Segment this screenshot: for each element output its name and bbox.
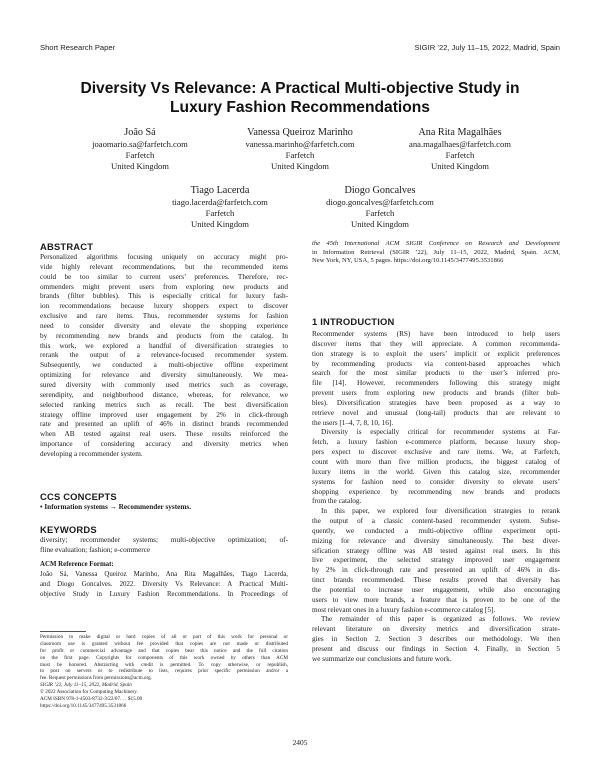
abstract-text: [40, 253, 288, 460]
text-line: classroom use is granted without fee provided that copies are not made or distributed: [40, 640, 288, 647]
text-line: relevant literature on diversity metrics and diversification strate-: [312, 625, 560, 634]
text-line: in Information Retrieval (SIGIR ’22), July 11–15, 2022, Madrid, Spain. ACM,: [312, 248, 560, 256]
author-country: United Kingdom: [430, 161, 489, 171]
footnote-rule: [40, 631, 86, 632]
text-line: sured diversity with commonly used metrics such as coverage,: [40, 380, 288, 389]
text-line: rate and presented an uplift of 46% in distinct brands recommended: [40, 420, 288, 429]
text-line: quently, we conducted a multi-objective offline experiment opti-: [312, 526, 560, 535]
introduction-heading: 1 INTRODUCTION: [312, 316, 395, 327]
text-line: most relevant ones in a luxury fashion e-commerce catalog [5].: [312, 605, 496, 614]
author-org: Farfetch: [365, 208, 395, 218]
ccs-concepts: [40, 503, 288, 513]
text-line: Permission to make digital or hard copies of all or part of this work for personal or: [40, 634, 288, 640]
text-line: when AB tested against real users. These results reinforced the: [40, 430, 288, 439]
text-line: by 2% in click-through rate and presented an uplift of 46% in dis-: [312, 566, 560, 575]
author-org: Farfetch: [285, 150, 315, 160]
text-line: © 2022 Association for Computing Machinery.: [40, 689, 138, 696]
text-line: optimizing for relevance and diversity simultaneously. We mea-: [40, 371, 288, 380]
text-line: pers expect to discover exclusive and rare items. We, at Farfetch,: [312, 448, 560, 457]
author-email: joaomario.sa@farfetch.com: [92, 139, 188, 149]
text-line: ion recommendations because luxury shoppers expect to discover: [40, 302, 288, 311]
text-line: rerank the output of a relevance-focused recommender system.: [40, 351, 288, 360]
text-line: fee. Request permissions from permissions@acm.org.: [40, 675, 153, 682]
text-line: exclusive and rare items. Thus, recommender systems for fashion: [40, 312, 288, 321]
text-line: The remainder of this paper is organized as follows. We review: [321, 615, 560, 624]
text-line: live experiment, the selected strategy improved user engagement: [312, 556, 560, 565]
text-line: retrieve novel and unusual (long-tail) products that are relevant to: [312, 408, 560, 417]
text-line: need to consider diversity and elevate the shopping experience: [40, 321, 288, 330]
text-line: to post on servers or to redistribute to lists, requires prior specific permission and/or a: [40, 668, 288, 675]
text-line: In this paper, we explored four diversification strategies to rerank: [321, 507, 560, 516]
author-country: United Kingdom: [110, 161, 169, 171]
author-name: Tiago Lacerda: [190, 185, 250, 196]
text-line: users to view more brands, a feature that is proven to be one of the: [312, 595, 560, 604]
author-email: tiago.lacerda@farfetch.com: [172, 197, 268, 207]
text-line: on the first page. Copyrights for components of this work owned by others than ACM: [40, 654, 288, 661]
text-line: sification strategy offline was AB tested against real users. In this: [312, 546, 560, 555]
author-country: United Kingdom: [270, 161, 329, 171]
paper-title-line-1: Diversity Vs Relevance: A Practical Multi-objective Study in: [80, 80, 520, 97]
text-line: this work, we explored a handful of diversification strategies to: [40, 341, 288, 350]
author-email: vanessa.marinho@farfetch.com: [245, 139, 355, 149]
text-line: the users [1–4, 7, 8, 10, 16].: [312, 418, 394, 427]
page-number: 2405: [292, 738, 308, 747]
text-line: tinct brands recommended. These results proved that diversity has: [312, 576, 560, 585]
author-block: [60, 127, 220, 172]
text-line: and Diogo Goncalves. 2022. Diversity Vs Relevance: A Practical Multi-: [40, 580, 288, 588]
acm-reference-label: [40, 560, 288, 570]
author-country: United Kingdom: [350, 219, 409, 229]
acm-reference-text: [40, 570, 288, 600]
text-line: developing a recommender system.: [40, 449, 143, 458]
author-email: ana.magalhaes@farfetch.com: [409, 139, 511, 149]
text-line: brands (filter bubbles). This is especially critical for luxury fash-: [40, 292, 288, 301]
text-line: Personalized algorithms focusing uniquely on accuracy might pro-: [40, 253, 288, 261]
text-line: by recommending products via content-based approaches which: [312, 359, 560, 368]
text-line: Recommender systems (RS) have been introduced to help users: [312, 330, 560, 338]
running-header-left: Short Research Paper: [40, 43, 116, 52]
text-line: fetch, a luxury fashion e-commerce platform, because luxury shop-: [312, 438, 560, 447]
author-block: [300, 185, 460, 230]
text-line: the output of a classic content-based recommender system. Subse-: [312, 517, 560, 526]
author-country: United Kingdom: [190, 219, 249, 229]
keywords-text: [40, 536, 288, 556]
text-line: from the catalog.: [312, 497, 362, 506]
text-line: strategy offline improved user engagement by 2% in click-through: [40, 410, 288, 419]
text-line: https://doi.org/10.1145/3477495.3531866: [40, 702, 127, 709]
text-line: luxury items in the world. Given this catalog size, recommender: [312, 467, 560, 476]
author-org: Farfetch: [125, 150, 155, 160]
acm-reference-continued: [312, 240, 560, 266]
text-line: ACM Reference Format:: [40, 561, 114, 568]
text-line: systems for fashion need to consider diversity to elevate users’: [312, 477, 560, 486]
text-line: count with more than five million products, the biggest catalog of: [312, 457, 560, 466]
author-org: Farfetch: [205, 208, 235, 218]
text-line: could be too similar to current users’ preferences. Therefore, rec-: [40, 272, 288, 281]
abstract-heading: ABSTRACT: [40, 241, 94, 252]
text-line: Diversity is especially critical for recommender systems at Far-: [321, 428, 560, 437]
author-org: Farfetch: [445, 150, 475, 160]
text-line: objective Study in Luxury Fashion Recommendations. In Proceedings of: [40, 590, 288, 598]
paper-title: [40, 79, 560, 117]
keywords-heading: KEYWORDS: [40, 524, 97, 535]
text-line: selected ranking metrics such as recall. The best diversification: [40, 400, 288, 409]
author-name: Vanessa Queiroz Marinho: [247, 127, 353, 138]
author-email: diogo.goncalves@farfetch.com: [326, 197, 434, 207]
text-line: present and discuss our findings in Section 4. Finally, in Section 5: [312, 645, 560, 653]
introduction-body: [312, 330, 560, 665]
text-line: • Information systems → Recommender systems.: [40, 503, 192, 511]
text-line: bles). Diversification strategies have been proposed as a way to: [312, 398, 560, 407]
text-line: mizing for relevance and diversity simultaneously. The best diver-: [312, 536, 560, 545]
text-line: fline evaluation; fashion; e-commerce: [40, 545, 151, 554]
text-line: vide highly relevant recommendations, but the recommended items: [40, 262, 288, 271]
text-line: file [14]. However, recommenders following this strategy might: [312, 379, 560, 388]
ccs-heading: CCS CONCEPTS: [40, 491, 117, 502]
author-block: [140, 185, 300, 230]
permission-block: [40, 634, 288, 710]
text-line: we summarize our conclusions and future work.: [312, 654, 452, 663]
text-line: diversity; recommender systems; multi-objective optimization; of-: [40, 536, 288, 544]
text-line: search for the most similar products to the user’s inferred pro-: [312, 369, 560, 378]
text-line: the 45th International ACM SIGIR Conference on Research and Development: [312, 240, 560, 247]
text-line: prevent users from exploring new products and brands (filter bub-: [312, 389, 560, 398]
text-line: discover items that they will appreciate. A common recommenda-: [312, 339, 560, 348]
author-name: Diogo Goncalves: [344, 185, 416, 196]
text-line: shopping experience by recommending new brands and products: [312, 487, 560, 496]
author-name: Ana Rita Magalhães: [418, 127, 502, 138]
text-line: serendipity, and neighborhood distance, whereas, for relevance, we: [40, 390, 288, 399]
paper-title-line-2: Luxury Fashion Recommendations: [170, 99, 430, 116]
author-name: João Sá: [124, 127, 156, 138]
author-block: [380, 127, 540, 172]
text-line: Subsequently, we conducted a multi-objective offline experiment: [40, 361, 288, 370]
text-line: ommenders might prevent users from exploring new products and: [40, 282, 288, 291]
text-line: New York, NY, USA, 5 pages. https://doi.org/10.1145/3477495.3531866: [312, 257, 504, 265]
running-header-right: SIGIR ’22, July 11–15, 2022, Madrid, Spain: [414, 43, 560, 52]
text-line: tion strategy is to exploit the users’ implicit or explicit preferences: [312, 349, 560, 358]
text-line: must be honored. Abstracting with credit is permitted. To copy otherwise, or republish,: [40, 661, 288, 668]
text-line: ACM ISBN 978-1-4503-8732-3/22/07. . . $15.00: [40, 696, 143, 703]
text-line: João Sá, Vanessa Queiroz Marinho, Ana Rita Magalhães, Tiago Lacerda,: [40, 571, 288, 578]
text-line: SIGIR ’22, July 11–15, 2022, Madrid, Spain: [40, 682, 132, 689]
text-line: gies in Section 2. Section 3 describes our methodology. We then: [312, 635, 560, 644]
text-line: for profit or commercial advantage and that copies bear this notice and the full citation: [40, 647, 288, 654]
text-line: importance of considering accuracy and diversity metrics when: [40, 440, 288, 449]
author-block: [220, 127, 380, 172]
text-line: the potential to increase user engagement, while also encouraging: [312, 585, 560, 594]
text-line: by recommending new brands and products from the catalog. In: [40, 331, 288, 340]
